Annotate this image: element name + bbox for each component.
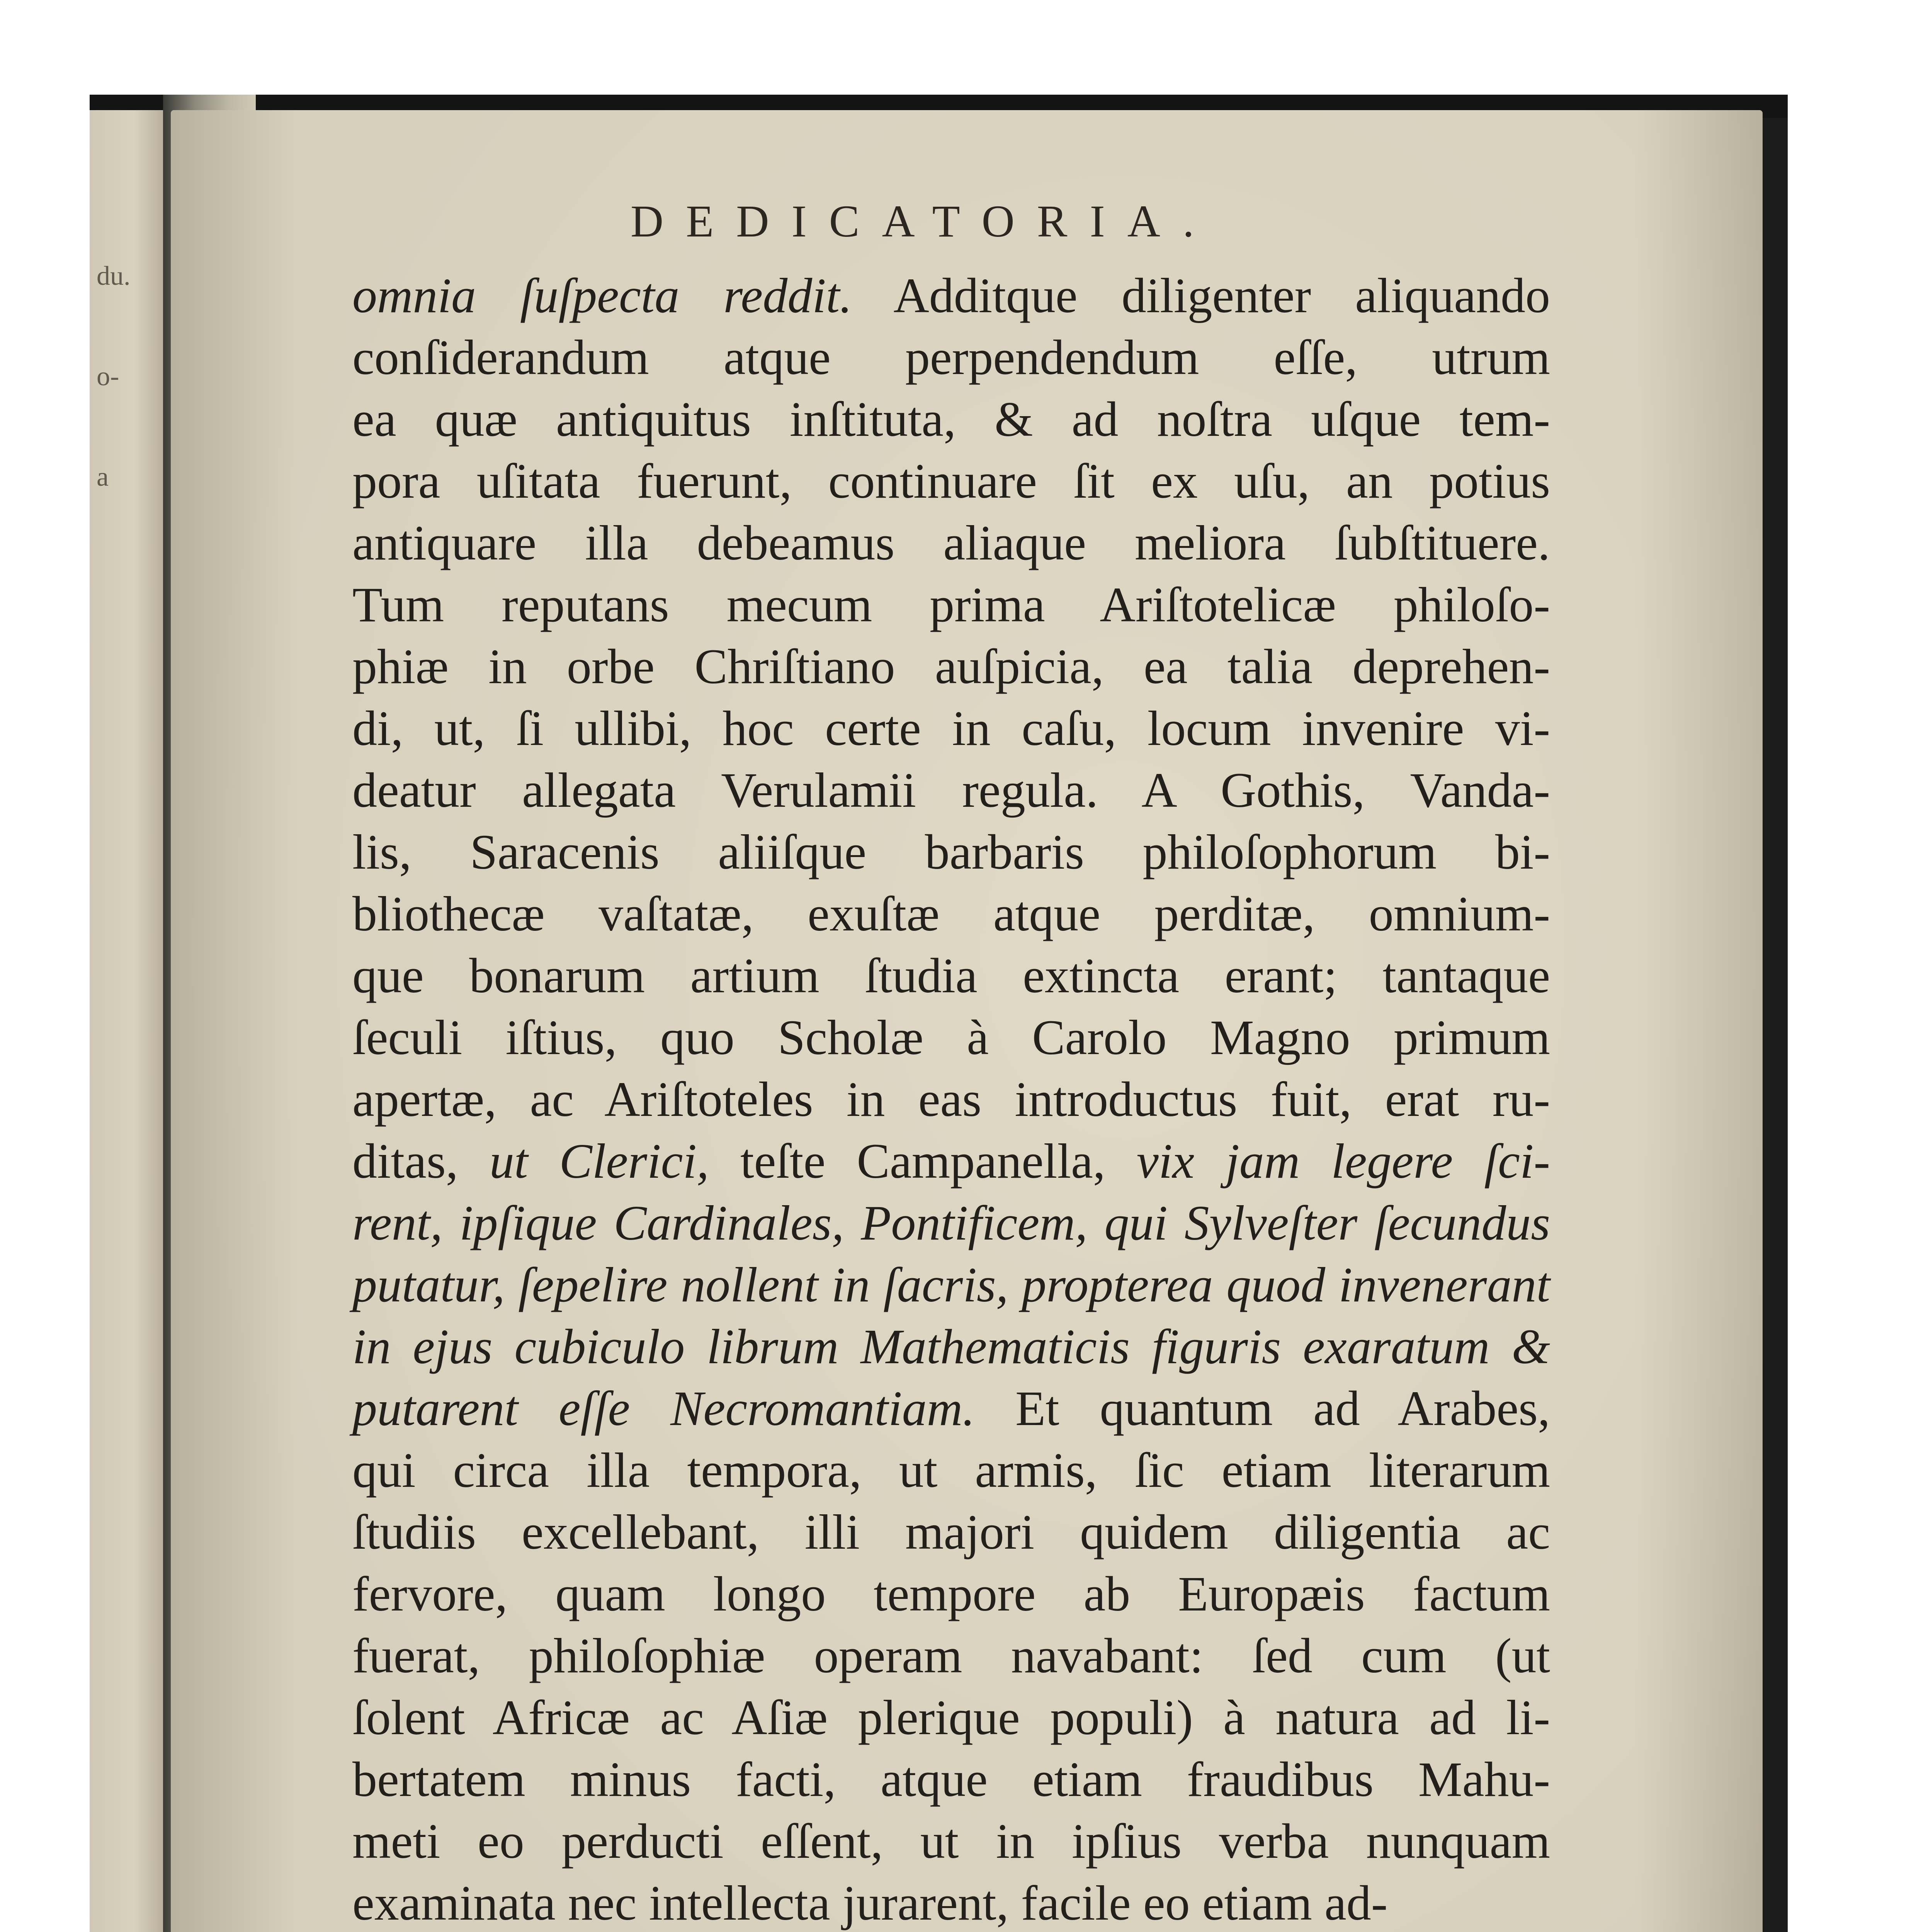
text-line <box>352 1872 1550 1932</box>
roman-text: Additque diligenter aliquando <box>852 268 1550 323</box>
roman-text: que bonarum artium ſtudia extincta erant; tantaque <box>352 948 1550 1003</box>
text-line <box>352 1439 1550 1501</box>
roman-text: phiæ in orbe Chriſtiano auſpicia, ea talia deprehen- <box>352 639 1550 694</box>
facing-page-edge <box>90 110 165 1932</box>
text-line <box>352 1687 1550 1748</box>
roman-text: fuerat, philoſophiæ operam navabant: ſed cum (ut <box>352 1628 1550 1683</box>
text-line <box>352 574 1550 636</box>
text-line <box>352 265 1550 327</box>
italic-text: omnia ſuſpecta reddit. <box>352 268 852 323</box>
text-line <box>352 450 1550 512</box>
roman-text: examinata nec intellecta jurarent, facile eo etiam ad- <box>352 1876 1388 1930</box>
text-line <box>352 512 1550 574</box>
text-line <box>352 1130 1550 1192</box>
roman-text: bertatem minus facti, atque etiam fraudibus Mahu- <box>352 1752 1550 1807</box>
text-line <box>352 697 1550 759</box>
text-line <box>352 1501 1550 1563</box>
italic-text: vix jam legere ſci- <box>1136 1134 1550 1189</box>
italic-text: putatur, ſepelire nollent in ſacris, propterea quod invenerant <box>352 1257 1550 1312</box>
text-line <box>352 945 1550 1007</box>
scanned-page-image <box>90 95 1788 1932</box>
text-line <box>352 1810 1550 1872</box>
roman-text: teſte Campanella, <box>709 1134 1137 1189</box>
text-line <box>352 1068 1550 1130</box>
roman-text: ea quæ antiquitus inſtituta, & ad noſtra uſque tem- <box>352 392 1550 447</box>
text-line <box>352 1563 1550 1625</box>
text-line <box>352 1625 1550 1687</box>
roman-text: apertæ, ac Ariſtoteles in eas introductus fuit, erat ru- <box>352 1072 1550 1127</box>
roman-text: bliothecæ vaſtatæ, exuſtæ atque perditæ, omnium- <box>352 886 1550 941</box>
text-line <box>352 1316 1550 1378</box>
text-line <box>352 1254 1550 1316</box>
roman-text: antiquare illa debeamus aliaque meliora ſubſtituere. <box>352 515 1550 570</box>
roman-text: lis, Saracenis aliiſque barbaris philoſophorum bi- <box>352 825 1550 879</box>
text-line <box>352 1748 1550 1810</box>
text-line <box>352 327 1550 388</box>
text-line <box>352 759 1550 821</box>
running-head: DEDICATORIA. <box>631 196 1217 247</box>
roman-text: conſiderandum atque perpendendum eſſe, utrum <box>352 330 1550 385</box>
text-line <box>352 883 1550 945</box>
roman-text: ſeculi iſtius, quo Scholæ à Carolo Magno primum <box>352 1010 1550 1065</box>
roman-text: ſolent Africæ ac Aſiæ plerique populi) à natura ad li- <box>352 1690 1550 1745</box>
roman-text: ſtudiis excellebant, illi majori quidem diligentia ac <box>352 1505 1550 1560</box>
roman-text: ditas, <box>352 1134 490 1189</box>
text-line <box>352 1192 1550 1254</box>
roman-text: Et quantum ad Arabes, <box>975 1381 1550 1436</box>
facing-page-fragments: du. o- a <box>97 261 131 492</box>
italic-text: ut Clerici, <box>489 1134 709 1189</box>
italic-text: in ejus cubiculo librum Mathematicis figuris exaratum & <box>352 1319 1550 1374</box>
italic-text: rent, ipſique Cardinales, Pontificem, qui Sylveſter ſecundus <box>352 1196 1550 1250</box>
page-right-edge <box>1763 118 1788 1932</box>
roman-text: meti eo perducti eſſent, ut in ipſius verba nunquam <box>352 1814 1550 1869</box>
roman-text: fervore, quam longo tempore ab Europæis factum <box>352 1566 1550 1621</box>
roman-text: Tum reputans mecum prima Ariſtotelicæ philoſo- <box>352 577 1550 632</box>
roman-text: qui circa illa tempora, ut armis, ſic etiam literarum <box>352 1443 1550 1498</box>
text-line <box>352 1007 1550 1068</box>
italic-text: putarent eſſe Necromantiam. <box>352 1381 975 1436</box>
text-line <box>352 388 1550 450</box>
text-line <box>352 821 1550 883</box>
roman-text: di, ut, ſi ullibi, hoc certe in caſu, locum invenire vi- <box>352 701 1550 756</box>
roman-text: deatur allegata Verulamii regula. A Gothis, Vanda- <box>352 763 1550 818</box>
roman-text: pora uſitata fuerunt, continuare ſit ex uſu, an potius <box>352 454 1550 509</box>
text-line <box>352 636 1550 697</box>
text-line <box>352 1378 1550 1439</box>
body-text <box>352 265 1550 1932</box>
